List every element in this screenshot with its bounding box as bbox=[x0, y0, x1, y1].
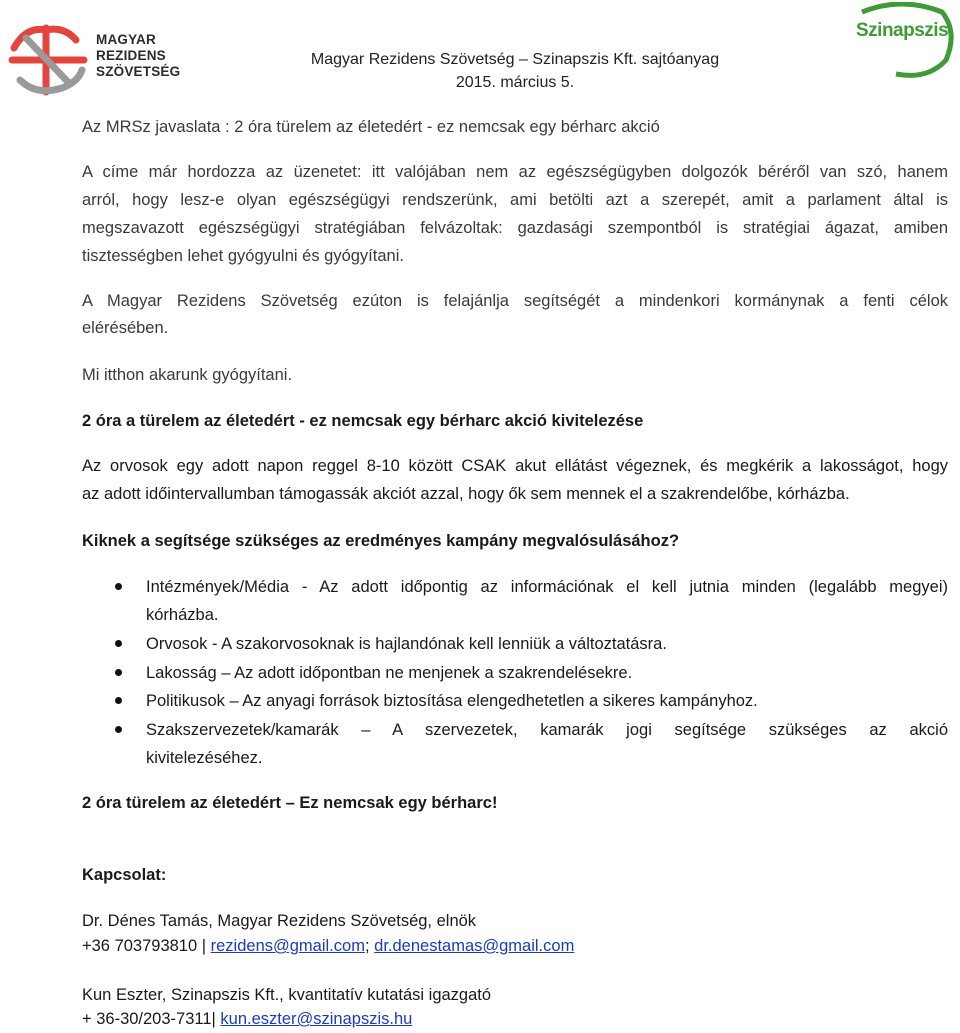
mrsz-cross-icon bbox=[6, 18, 90, 98]
bullet-item: Orvosok - A szakorvosoknak is hajlandónak kell lenniük a változtatásra. bbox=[146, 635, 667, 653]
bullet-item-cont: kivitelezéséhez. bbox=[146, 749, 263, 767]
intro-line: arról, hogy lesz-e olyan egészségügyi rendszerünk, ami betölti azt a szerepét, amit a parlament által is bbox=[82, 191, 948, 209]
offer-line: A Magyar Rezidens Szövetség ezúton is felajánlja segítségét a mindenkori kormánynak a fenti célok bbox=[82, 292, 948, 310]
intro-line: megszavazott egészségügyi stratégiában felvázoltak: gazdasági szempontból is stratégiai ágazat, amiben bbox=[82, 219, 948, 237]
offer-line: elérésében. bbox=[82, 319, 169, 337]
header-date: 2015. március 5. bbox=[455, 74, 575, 91]
section2-heading: Kiknek a segítsége szükséges az eredményes kampány megvalósulásához? bbox=[82, 532, 680, 550]
mrsz-logo-text: MAGYAR REZIDENS SZÖVETSÉG bbox=[96, 32, 181, 79]
bullet-dot bbox=[115, 726, 122, 733]
bullet-dot bbox=[115, 583, 122, 590]
bullet-item-cont: kórházba. bbox=[146, 606, 219, 624]
bullet-dot bbox=[115, 697, 122, 704]
intro-line: A címe már hordozza az üzenetet: itt valójában nem az egészségügyben dolgozók béréről van szó, hanem bbox=[82, 163, 948, 181]
mrsz-logo bbox=[6, 18, 181, 98]
contact-heading: Kapcsolat: bbox=[82, 866, 167, 884]
bullet-item: Intézmények/Média - Az adott időpontig az információnak el kell jutnia minden (legalább megyei) bbox=[146, 578, 948, 596]
separator: | bbox=[197, 937, 211, 955]
intro-line: tisztességben lehet gyógyulni és gyógyítani. bbox=[82, 247, 404, 265]
email-link-kun-eszter[interactable]: kun.eszter@szinapszis.hu bbox=[220, 1010, 413, 1028]
bullet-item: Szakszervezetek/kamarák – A szervezetek, kamarák jogi segítsége szükséges az akció bbox=[146, 721, 948, 739]
contact-2-phone: + 36-30/203-7311 bbox=[82, 1010, 212, 1028]
email-link-rezidens[interactable]: rezidens@gmail.com bbox=[210, 937, 365, 955]
section1-line: Az orvosok egy adott napon reggel 8-10 között CSAK akut ellátást végeznek, és megkérik a lakosságot, hogy bbox=[82, 457, 948, 475]
contact-2-name: Kun Eszter, Szinapszis Kft., kvantitatív kutatási igazgató bbox=[82, 986, 492, 1004]
separator: ; bbox=[364, 937, 370, 955]
contact-1-phone: +36 703793810 bbox=[82, 937, 198, 955]
section1-line: az adott időintervallumban támogassák akciót azzal, hogy ők sem mennek el a szakrendelőbe, kórházba. bbox=[82, 485, 850, 503]
bullet-dot bbox=[115, 669, 122, 676]
szinapszis-logo bbox=[850, 2, 956, 80]
section1-heading: 2 óra a türelem az életedért - ez nemcsak egy bérharc akció kivitelezése bbox=[82, 412, 644, 430]
bullet-item: Politikusok – Az anyagi források biztosítása elengedhetetlen a sikeres kampányhoz. bbox=[146, 692, 758, 710]
bullet-item: Lakosság – Az adott időpontban ne menjenek a szakrendelésekre. bbox=[146, 664, 633, 682]
contact-1-details bbox=[82, 932, 574, 960]
page-title: Az MRSz javaslata : 2 óra türelem az életedért - ez nemcsak egy bérharc akció bbox=[82, 118, 660, 136]
header-line-1: Magyar Rezidens Szövetség – Szinapszis Kft. sajtóanyag bbox=[310, 51, 720, 68]
closing-statement: 2 óra türelem az életedért – Ez nemcsak egy bérharc! bbox=[82, 794, 498, 812]
contact-1-name: Dr. Dénes Tamás, Magyar Rezidens Szövetség, elnök bbox=[82, 912, 477, 930]
email-link-denestamas[interactable]: dr.denestamas@gmail.com bbox=[374, 937, 575, 955]
szinapszis-logo-text: Szinapszis bbox=[856, 20, 949, 41]
separator: | bbox=[211, 1010, 221, 1028]
bullet-dot bbox=[115, 640, 122, 647]
home-statement: Mi itthon akarunk gyógyítani. bbox=[82, 366, 293, 384]
